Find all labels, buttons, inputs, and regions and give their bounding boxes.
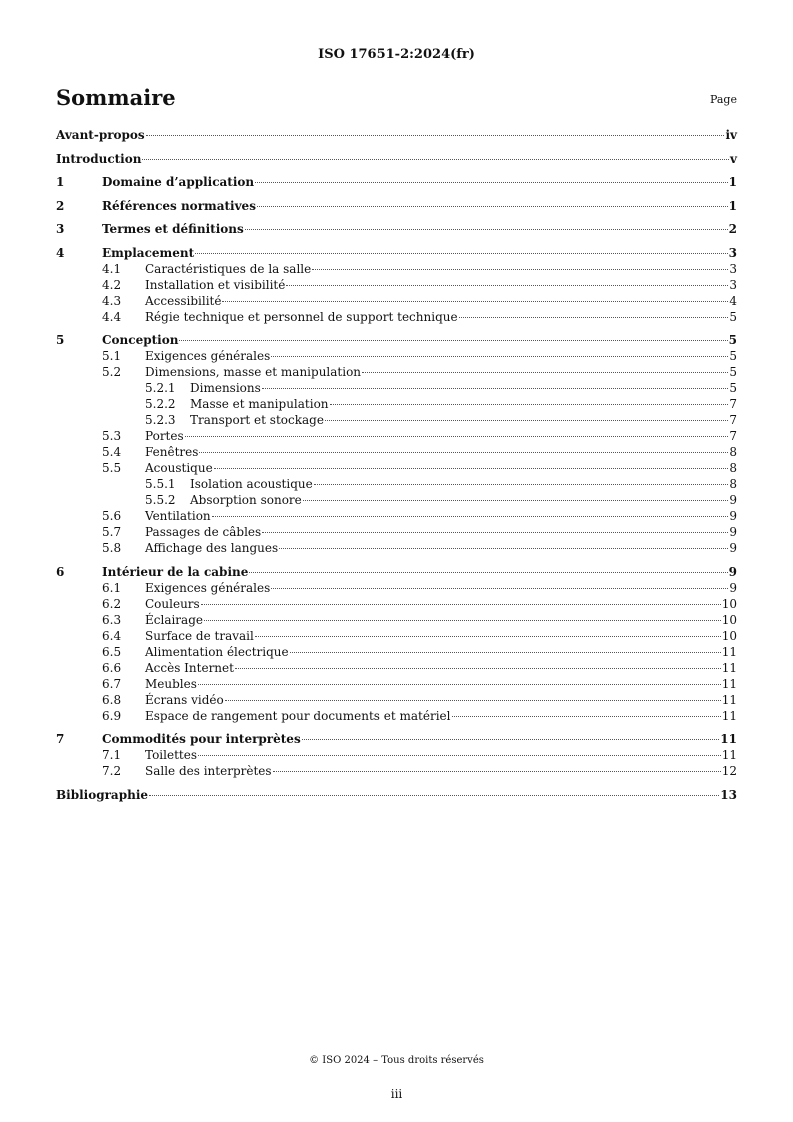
toc-entry-label[interactable]: Termes et définitions (102, 222, 244, 236)
toc-entry-label[interactable]: Exigences générales (145, 349, 271, 363)
toc-entry-page[interactable]: 9 (729, 509, 737, 523)
toc-entry[interactable] (56, 644, 737, 660)
toc-entry-number: 6 (56, 564, 65, 579)
toc-entry-label[interactable]: Meubles (145, 676, 197, 691)
document-header: ISO 17651-2:2024(fr) (318, 47, 475, 62)
toc-entry[interactable] (56, 676, 737, 692)
toc-entry-page[interactable]: 9 (729, 541, 737, 555)
toc-entry-label[interactable]: Isolation acoustique (190, 477, 313, 491)
dot-leader (312, 269, 728, 270)
dot-leader (195, 253, 728, 254)
toc-entry-label[interactable]: Écrans vidéo (145, 692, 224, 707)
toc-entry-page[interactable]: 5 (729, 365, 737, 379)
toc-entry-page[interactable]: 7 (729, 397, 737, 411)
toc-entry[interactable] (56, 763, 737, 779)
toc-entry-page[interactable]: 8 (729, 477, 737, 491)
toc-entry-label[interactable]: Emplacement (102, 245, 195, 260)
dot-leader (185, 436, 729, 437)
toc-entry-number: 5.2.3 (145, 413, 176, 427)
toc-entry-label[interactable]: Intérieur de la cabine (102, 564, 249, 579)
toc-entry-page[interactable]: 5 (728, 333, 737, 347)
toc-entry-label[interactable]: Espace de rangement pour documents et matériel (145, 708, 451, 723)
toc-entry-page[interactable]: 11 (721, 748, 737, 762)
dot-leader (302, 739, 720, 740)
toc-entry-number: 7 (56, 732, 65, 746)
dot-leader (255, 182, 728, 183)
toc-entry-number: 5.7 (102, 525, 122, 539)
dot-leader (452, 716, 721, 717)
toc-entry-number: 5.5.1 (145, 477, 176, 491)
toc-entry-label[interactable]: Dimensions (190, 381, 261, 395)
toc-entry[interactable] (56, 492, 737, 508)
dot-leader (149, 795, 719, 796)
dot-leader (459, 317, 729, 318)
toc-entry[interactable] (56, 198, 737, 214)
toc-entry-page[interactable]: 8 (729, 461, 737, 475)
toc-entry-page[interactable]: 12 (721, 764, 737, 778)
dot-leader (255, 636, 721, 637)
toc-entry-label[interactable]: Avant-propos (56, 128, 145, 142)
toc-entry-number: 5.4 (102, 445, 122, 459)
dot-leader (271, 588, 728, 589)
toc-entry[interactable] (56, 309, 737, 325)
toc-entry[interactable] (56, 476, 737, 492)
toc-entry-page[interactable]: 9 (729, 525, 737, 539)
toc-entry-page[interactable]: 7 (729, 429, 737, 443)
toc-entry-page[interactable]: 8 (729, 445, 737, 459)
dot-leader (222, 301, 728, 302)
toc-entry-number: 5.2.2 (145, 397, 176, 411)
toc-entry[interactable] (56, 692, 737, 708)
toc-entry-number: 4.3 (102, 293, 122, 308)
toc-entry[interactable] (56, 332, 737, 348)
toc-entry-number: 5.5.2 (145, 493, 176, 507)
toc-entry-number: 6.8 (102, 692, 122, 707)
toc-entry-page[interactable]: 10 (721, 596, 737, 611)
toc-entry-number: 6.1 (102, 580, 122, 595)
toc-entry-label[interactable]: Exigences générales (145, 580, 271, 595)
toc-entry-number: 5.5 (102, 461, 122, 475)
toc-entry-page[interactable]: 2 (728, 222, 737, 236)
toc-entry[interactable] (56, 660, 737, 676)
toc-entry[interactable] (56, 444, 737, 460)
toc-entry[interactable] (56, 564, 737, 580)
toc-entry-page[interactable]: 5 (729, 381, 737, 395)
toc-entry-label[interactable]: Passages de câbles (145, 525, 262, 539)
dot-leader (262, 532, 728, 533)
toc-entry[interactable] (56, 787, 737, 803)
toc-entry-number: 5.3 (102, 429, 122, 443)
toc-entry-number: 5.1 (102, 349, 122, 363)
toc-entry-number: 6.3 (102, 612, 122, 627)
toc-entry-label[interactable]: Toilettes (145, 748, 197, 762)
dot-leader (325, 420, 728, 421)
toc-entry[interactable] (56, 580, 737, 596)
toc-entry[interactable] (56, 596, 737, 612)
dot-leader (271, 356, 728, 357)
toc-entry-page[interactable]: 1 (728, 198, 737, 213)
toc-entry-label[interactable]: Installation et visibilité (145, 277, 286, 292)
toc-entry-page[interactable]: 4 (729, 293, 737, 308)
toc-entry-label[interactable]: Acoustique (145, 461, 213, 475)
dot-leader (204, 620, 721, 621)
dot-leader (286, 285, 728, 286)
toc-entry-page[interactable]: 9 (729, 493, 737, 507)
toc-entry-label[interactable]: Absorption sonore (190, 493, 302, 507)
toc-entry[interactable] (56, 174, 737, 190)
toc-entry[interactable] (56, 508, 737, 524)
dot-leader (225, 700, 721, 701)
toc-entry[interactable] (56, 612, 737, 628)
toc-entry[interactable] (56, 127, 737, 143)
toc-entry-number: 4.4 (102, 309, 122, 324)
dot-leader (249, 572, 727, 573)
toc-entry-label[interactable]: Surface de travail (145, 628, 254, 643)
toc-entry-number: 6.7 (102, 676, 122, 691)
toc-entry-label[interactable]: Accès Internet (145, 660, 234, 675)
dot-leader (198, 755, 721, 756)
toc-entry[interactable] (56, 364, 737, 380)
dot-leader (257, 206, 728, 207)
toc-entry-page[interactable]: 10 (721, 612, 737, 627)
toc-entry-page[interactable]: 11 (721, 708, 737, 723)
toc-entry-number: 6.5 (102, 644, 122, 659)
toc-entry-number: 1 (56, 175, 65, 189)
toc-entry[interactable] (56, 348, 737, 364)
toc-entry-page[interactable]: 11 (720, 732, 737, 746)
toc-entry-label[interactable]: Portes (145, 429, 184, 443)
toc-entry[interactable] (56, 412, 737, 428)
dot-leader (235, 668, 721, 669)
dot-leader (245, 229, 728, 230)
toc-entry-label[interactable]: Références normatives (102, 198, 256, 213)
toc-entry-page[interactable]: 13 (720, 787, 737, 802)
dot-leader (201, 604, 721, 605)
copyright-footer: © ISO 2024 – Tous droits réservés (309, 1055, 484, 1066)
toc-entry-page[interactable]: 3 (729, 261, 737, 276)
toc-entry-page[interactable]: 9 (729, 580, 737, 595)
toc-entry[interactable] (56, 524, 737, 540)
toc-entry-label[interactable]: Transport et stockage (190, 413, 324, 427)
toc-entry-page[interactable]: 11 (721, 644, 737, 659)
toc-entry-page[interactable]: 3 (729, 277, 737, 292)
toc-entry-page[interactable]: v (730, 151, 737, 166)
toc-entry[interactable] (56, 245, 737, 261)
dot-leader (303, 500, 729, 501)
dot-leader (214, 468, 729, 469)
dot-leader (279, 548, 728, 549)
toc-entry[interactable] (56, 747, 737, 763)
page-number: iii (390, 1087, 403, 1101)
toc-entry-label[interactable]: Alimentation électrique (145, 644, 289, 659)
toc-entry-label[interactable]: Régie technique et personnel de support technique (145, 309, 458, 324)
toc-entry-number: 7.2 (102, 764, 122, 778)
toc-entry-label[interactable]: Conception (102, 333, 179, 347)
toc-entry[interactable] (56, 708, 737, 724)
dot-leader (199, 452, 728, 453)
dot-leader (314, 484, 729, 485)
toc-entry-number: 5.2 (102, 365, 122, 379)
toc-entry[interactable] (56, 221, 737, 237)
toc-entry[interactable] (56, 460, 737, 476)
toc-entry-page[interactable]: 5 (729, 349, 737, 363)
toc-entry-page[interactable]: 7 (729, 413, 737, 427)
toc-entry-label[interactable]: Fenêtres (145, 445, 199, 459)
toc-entry-page[interactable]: 11 (721, 692, 737, 707)
toc-entry-label[interactable]: Affichage des langues (145, 541, 279, 555)
toc-entry[interactable] (56, 151, 737, 167)
dot-leader (179, 340, 727, 341)
toc-entry-number: 6.6 (102, 660, 122, 675)
dot-leader (146, 135, 725, 136)
toc-entry-number: 5.6 (102, 509, 122, 523)
toc-entry-label[interactable]: Ventilation (145, 509, 211, 523)
toc-entry[interactable] (56, 428, 737, 444)
toc-entry-page[interactable]: 11 (721, 660, 737, 675)
dot-leader (362, 372, 728, 373)
toc-entry-label[interactable]: Accessibilité (145, 293, 222, 308)
toc-entry-page[interactable]: 9 (728, 564, 737, 579)
toc-entry-number: 4 (56, 245, 65, 260)
toc-entry-number: 6.2 (102, 596, 122, 611)
toc-entry-label[interactable]: Dimensions, masse et manipulation (145, 365, 362, 379)
toc-entry[interactable] (56, 731, 737, 747)
toc-entry-label[interactable]: Salle des interprètes (145, 764, 272, 778)
dot-leader (330, 404, 729, 405)
toc-entry[interactable] (56, 277, 737, 293)
toc-entry-number: 5.2.1 (145, 381, 176, 395)
toc-entry-number: 6.9 (102, 708, 122, 723)
toc-entry-page[interactable]: 3 (728, 245, 737, 260)
dot-leader (142, 159, 729, 160)
toc-entry-label[interactable]: Éclairage (145, 612, 203, 627)
toc-entry-label[interactable]: Introduction (56, 151, 142, 166)
table-of-contents (56, 127, 737, 803)
toc-entry-number: 5 (56, 333, 65, 347)
toc-entry[interactable] (56, 380, 737, 396)
toc-entry-label[interactable]: Caractéristiques de la salle (145, 261, 312, 276)
toc-entry-label[interactable]: Bibliographie (56, 787, 149, 802)
toc-entry-number: 5.8 (102, 541, 122, 555)
toc-entry[interactable] (56, 396, 737, 412)
toc-entry-number: 4.1 (102, 261, 122, 276)
toc-entry-page[interactable]: 10 (721, 628, 737, 643)
toc-entry-page[interactable]: 11 (721, 676, 737, 691)
toc-entry-number: 2 (56, 198, 65, 213)
page-column-label: Page (709, 93, 737, 106)
toc-entry-number: 3 (56, 222, 65, 236)
toc-entry-number: 7.1 (102, 748, 122, 762)
toc-entry-page[interactable]: 5 (729, 309, 737, 324)
toc-entry-page[interactable]: iv (725, 128, 737, 142)
toc-entry[interactable] (56, 261, 737, 277)
toc-entry-label[interactable]: Masse et manipulation (190, 397, 329, 411)
toc-entry[interactable] (56, 628, 737, 644)
toc-entry[interactable] (56, 293, 737, 309)
dot-leader (273, 771, 721, 772)
toc-entry-label[interactable]: Domaine d’application (102, 175, 255, 189)
toc-entry-label[interactable]: Couleurs (145, 596, 200, 611)
toc-entry-number: 6.4 (102, 628, 122, 643)
page-title: Sommaire (56, 85, 176, 110)
dot-leader (198, 684, 721, 685)
dot-leader (262, 388, 729, 389)
dot-leader (290, 652, 721, 653)
toc-entry-label[interactable]: Commodités pour interprètes (102, 732, 301, 746)
toc-entry-page[interactable]: 1 (728, 175, 737, 189)
toc-entry[interactable] (56, 540, 737, 556)
toc-entry-number: 4.2 (102, 277, 122, 292)
dot-leader (212, 516, 729, 517)
